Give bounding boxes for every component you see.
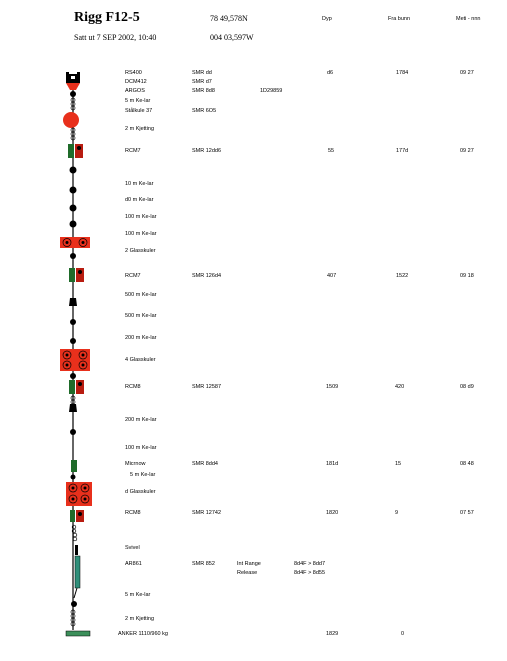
rcm8-current-meter-icon bbox=[70, 510, 84, 522]
row-serial: SMR 12dd6 bbox=[192, 148, 222, 154]
row-label: DCM412 bbox=[125, 79, 147, 85]
column-header-ref: Meti - nnn bbox=[456, 16, 481, 22]
row-depth: 407 bbox=[327, 273, 337, 279]
shackle-icon bbox=[70, 221, 77, 228]
row-serial: SMR d7 bbox=[192, 79, 212, 85]
row-label: Stålkule 37 bbox=[125, 108, 153, 114]
release-code: 8d4F > 8d55 bbox=[294, 570, 326, 576]
row-label: 5 m Ke-lar bbox=[125, 98, 151, 104]
shackle-icon bbox=[70, 205, 77, 212]
row-label: d Glasskuler bbox=[125, 489, 156, 495]
shackle-icon bbox=[70, 429, 76, 435]
row-label: ARGOS bbox=[125, 88, 145, 94]
release-link-icon bbox=[74, 588, 77, 598]
row-ref: 09 18 bbox=[460, 273, 474, 279]
anchor-icon bbox=[66, 631, 90, 636]
row-depth: d6 bbox=[327, 70, 334, 76]
row-label: 4 Glasskuler bbox=[125, 357, 156, 363]
column-header-distance: Fra bunn bbox=[388, 16, 411, 22]
shackle-icon bbox=[70, 319, 76, 325]
glass-floats-icon bbox=[60, 349, 90, 371]
release-range-code: 8d4F > 8dd7 bbox=[294, 561, 326, 567]
deployment-time: Satt ut 7 SEP 2002, 10:40 bbox=[74, 33, 157, 42]
row-label: RCM7 bbox=[125, 273, 141, 279]
row-label: AR861 bbox=[125, 561, 142, 567]
row-depth: 1820 bbox=[326, 510, 339, 516]
row-depth: 1829 bbox=[326, 631, 339, 637]
row-label: Svivel bbox=[125, 545, 140, 551]
release-range-label: Int Range bbox=[237, 561, 261, 567]
glass-floats-icon bbox=[60, 237, 90, 248]
steel-float-icon bbox=[63, 112, 79, 128]
row-label: ANKER 1110/960 kg bbox=[118, 631, 168, 637]
row-depth: 1509 bbox=[326, 384, 339, 390]
row-distance: 420 bbox=[395, 384, 405, 390]
row-distance: 1784 bbox=[396, 70, 409, 76]
row-serial: SMR 8dd4 bbox=[192, 461, 218, 467]
column-header-depth: Dyp bbox=[322, 16, 332, 22]
row-serial: SMR 6O5 bbox=[192, 108, 217, 114]
row-label: 5 m Ke-lar bbox=[130, 472, 156, 478]
microcat-instrument-icon bbox=[71, 460, 77, 472]
weight-icon bbox=[69, 404, 77, 412]
row-extra: 1D29859 bbox=[260, 88, 283, 94]
row-label: 500 m Ke-lar bbox=[125, 313, 157, 319]
row-ref: 09 27 bbox=[460, 148, 474, 154]
shackle-icon bbox=[70, 167, 77, 174]
row-label: 100 m Ke-lar bbox=[125, 445, 157, 451]
acoustic-release-icon bbox=[75, 556, 80, 588]
row-distance: 9 bbox=[395, 510, 399, 516]
row-label: 2 m Kjetting bbox=[125, 616, 155, 622]
longitude: 004 03,597W bbox=[210, 33, 254, 42]
rs400-instrument-icon bbox=[66, 72, 80, 97]
row-label: Micrnow bbox=[125, 461, 146, 467]
release-label: Release bbox=[237, 570, 258, 576]
row-depth: 181d bbox=[326, 461, 339, 467]
row-distance: 177d bbox=[396, 148, 409, 154]
weight-icon bbox=[69, 298, 77, 306]
row-serial: SMR dd bbox=[192, 70, 212, 76]
glass-floats-icon bbox=[66, 482, 92, 506]
row-serial: SMR 852 bbox=[192, 561, 215, 567]
row-label: 2 Glasskuler bbox=[125, 248, 156, 254]
page-title: Rigg F12-5 bbox=[74, 10, 140, 25]
shackle-icon bbox=[70, 373, 76, 379]
row-label: d0 m Ke-lar bbox=[125, 197, 154, 203]
row-label: RS400 bbox=[125, 70, 142, 76]
rcm7-current-meter-icon bbox=[69, 268, 84, 282]
row-distance: 15 bbox=[395, 461, 402, 467]
row-label: 100 m Ke-lar bbox=[125, 214, 157, 220]
rcm7-current-meter-icon bbox=[68, 144, 83, 158]
row-serial: SMR 8d8 bbox=[192, 88, 215, 94]
shackle-icon bbox=[71, 475, 76, 480]
swivel-icon bbox=[75, 545, 78, 555]
row-label: RCM8 bbox=[125, 510, 141, 516]
row-ref: 07 57 bbox=[460, 510, 474, 516]
row-label: RCM7 bbox=[125, 148, 141, 154]
row-label: 200 m Ke-lar bbox=[125, 335, 157, 341]
row-label: 2 m Kjetting bbox=[125, 126, 155, 132]
row-ref: 09 27 bbox=[460, 70, 474, 76]
row-label: 500 m Ke-lar bbox=[125, 292, 157, 298]
latitude: 78 49,578N bbox=[210, 14, 248, 23]
rcm8-current-meter-icon bbox=[69, 380, 84, 394]
row-distance: 1522 bbox=[396, 273, 409, 279]
row-serial: SMR 12742 bbox=[192, 510, 222, 516]
row-label: 5 m Ke-lar bbox=[125, 592, 151, 598]
shackle-icon bbox=[71, 601, 77, 607]
row-serial: SMR 126d4 bbox=[192, 273, 222, 279]
shackle-icon bbox=[70, 187, 77, 194]
row-label: 10 m Ke-lar bbox=[125, 181, 154, 187]
row-ref: 08 48 bbox=[460, 461, 474, 467]
row-ref: 08 d9 bbox=[460, 384, 474, 390]
shackle-icon bbox=[70, 338, 76, 344]
shackle-icon bbox=[70, 253, 76, 259]
row-label: 100 m Ke-lar bbox=[125, 231, 157, 237]
row-label: RCM8 bbox=[125, 384, 141, 390]
row-depth: 55 bbox=[328, 148, 335, 154]
row-distance: 0 bbox=[401, 631, 405, 637]
row-serial: SMR 12587 bbox=[192, 384, 222, 390]
row-label: 200 m Ke-lar bbox=[125, 417, 157, 423]
